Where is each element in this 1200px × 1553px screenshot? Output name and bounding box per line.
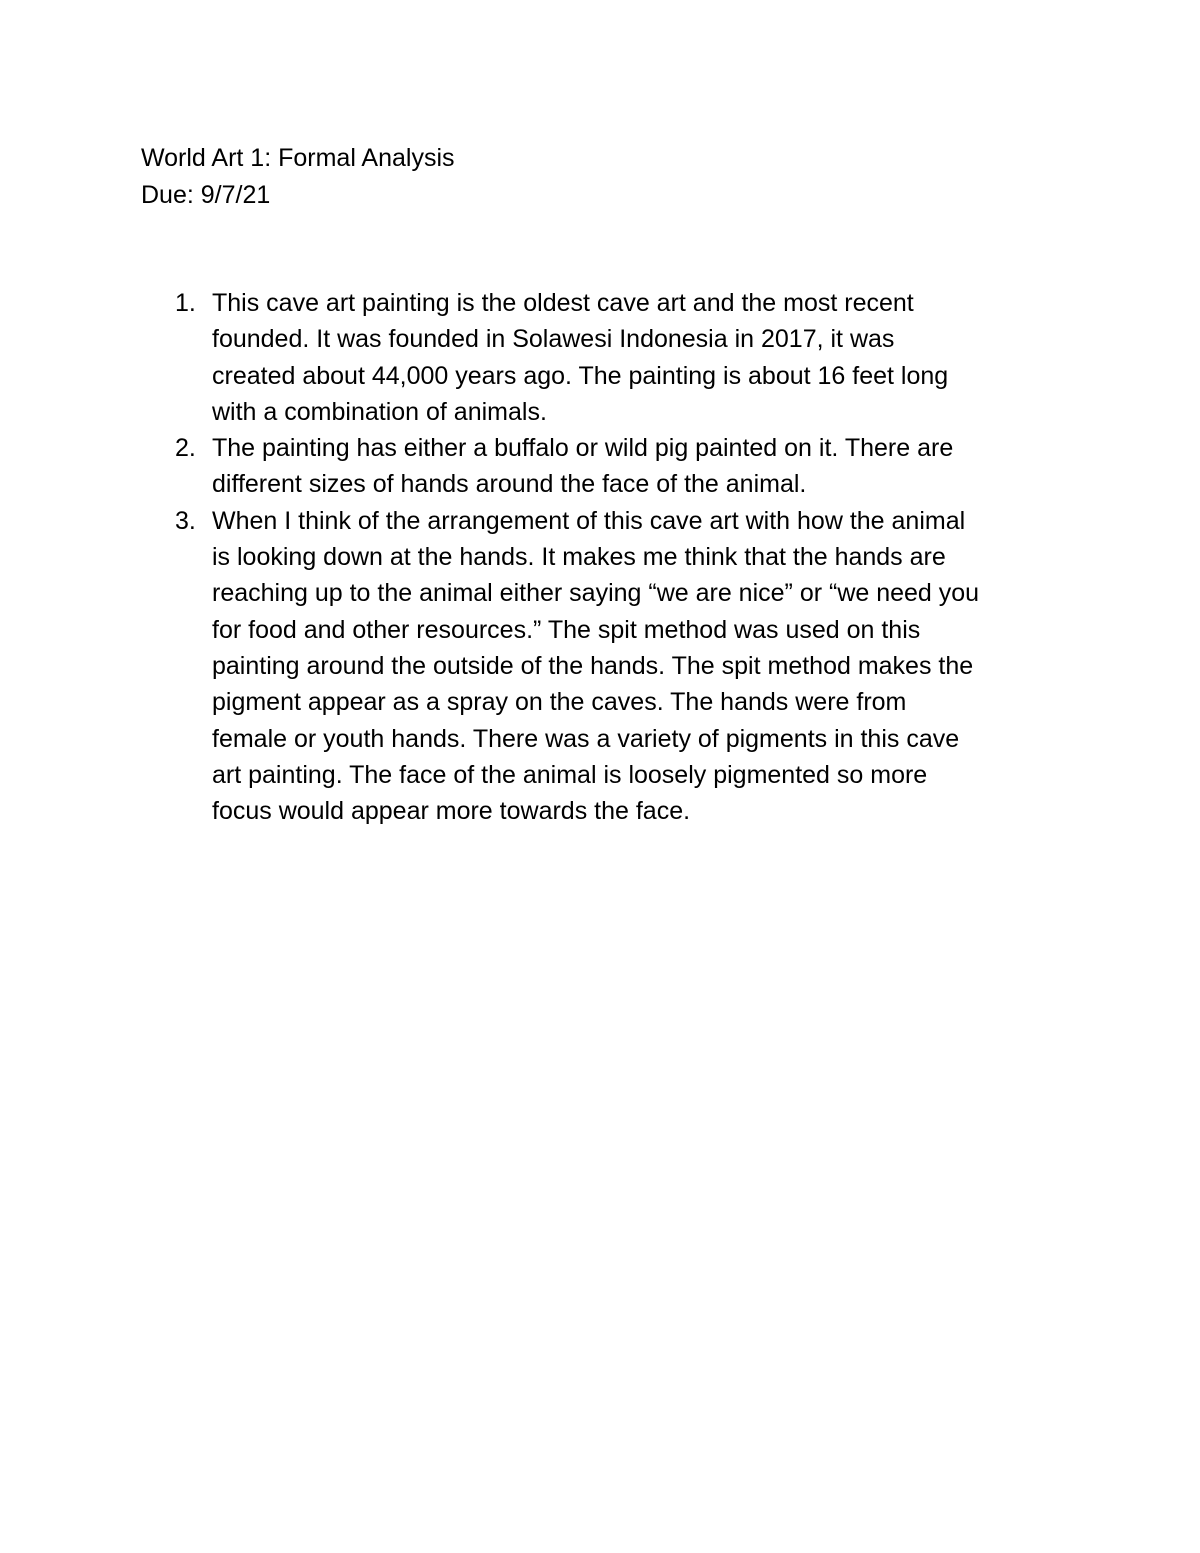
answer-text-line: painting around the outside of the hands. The spit method makes the <box>212 651 974 680</box>
answer-number: 1. <box>175 289 196 317</box>
document-title: World Art 1: Formal Analysis <box>141 144 455 172</box>
answer-number: 3. <box>175 506 196 535</box>
answer-list <box>141 285 1071 829</box>
answer-text-line: When I think of the arrangement of this cave art with how the animal <box>212 506 966 535</box>
answer-text-line: is looking down at the hands. It makes me think that the hands are <box>212 543 946 572</box>
answer-text-line: founded. It was founded in Solawesi Indonesia in 2017, it was <box>212 325 895 354</box>
answer-text-line: This cave art painting is the oldest cave art and the most recent <box>212 289 914 317</box>
answer-item-3 <box>141 503 1071 830</box>
answer-text-line: pigment appear as a spray on the caves. The hands were from <box>212 688 907 717</box>
answer-text-line: focus would appear more towards the face. <box>212 797 691 826</box>
answer-number: 2. <box>175 434 196 463</box>
answer-text-line: The painting has either a buffalo or wild pig painted on it. There are <box>212 434 954 463</box>
answer-text-line: for food and other resources.” The spit method was used on this <box>212 615 921 644</box>
answer-text-line: female or youth hands. There was a variety of pigments in this cave <box>212 724 960 753</box>
answer-text-line: created about 44,000 years ago. The painting is about 16 feet long <box>212 361 949 390</box>
answer-item-2 <box>141 430 1071 503</box>
document-header <box>141 140 455 214</box>
answer-text-line: with a combination of animals. <box>212 397 547 426</box>
answer-item-1 <box>141 285 1071 430</box>
answer-text-line: reaching up to the animal either saying “we are nice” or “we need you <box>212 579 980 608</box>
answer-text-line: different sizes of hands around the face of the animal. <box>212 470 807 499</box>
due-date: Due: 9/7/21 <box>141 181 271 209</box>
answer-text-line: art painting. The face of the animal is loosely pigmented so more <box>212 760 928 789</box>
